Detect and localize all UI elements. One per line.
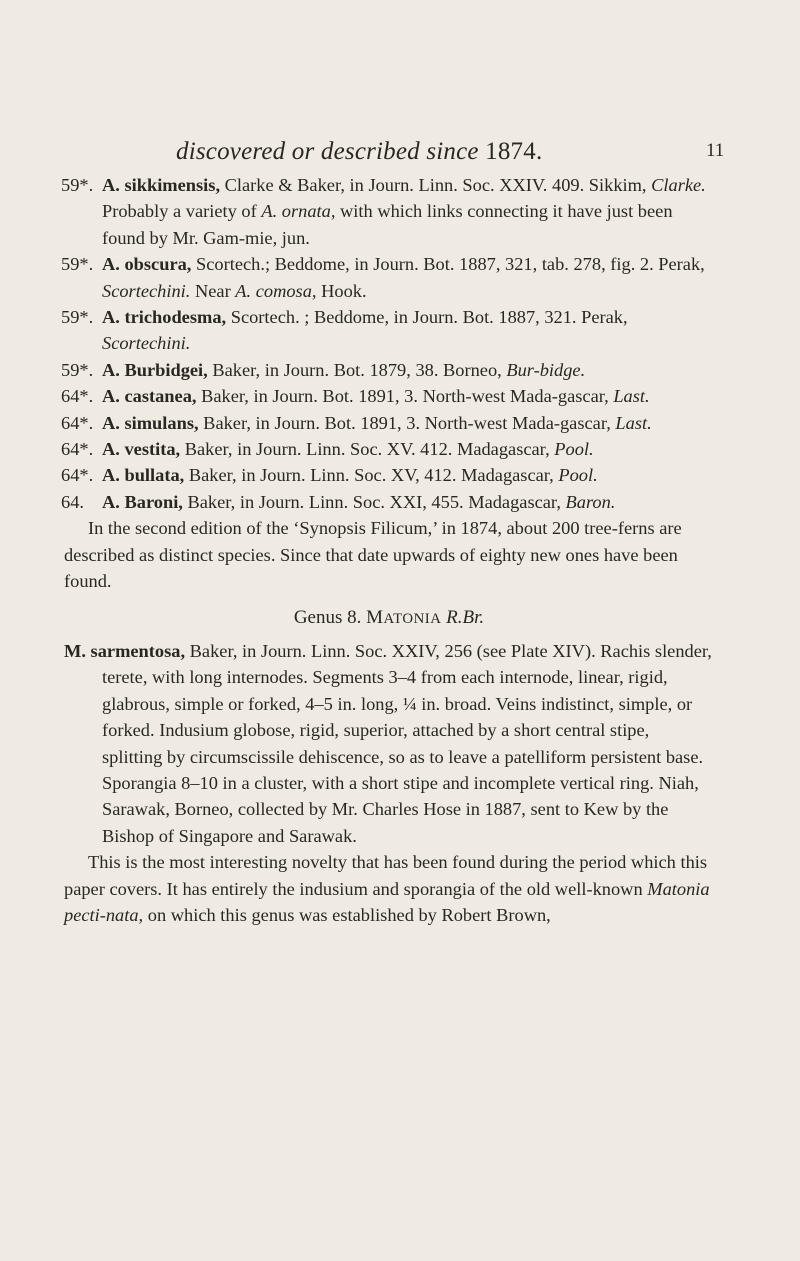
novelty-text-end: on which this genus was established by Robert Brown, <box>143 904 551 925</box>
genus-prefix: Genus 8. <box>293 606 362 628</box>
species-collector: Pool. <box>554 439 594 460</box>
species-entry <box>61 436 714 462</box>
species-entry <box>61 383 714 409</box>
species-entry <box>61 172 714 251</box>
species-number: 59*. <box>61 254 94 275</box>
species-number: 64. <box>61 491 84 512</box>
species-name: A. castanea, <box>102 386 197 407</box>
species-citation: Baker, in Journ. Bot. 1879, 38. Borneo, <box>207 359 507 380</box>
species-note: Probably a variety of <box>102 201 262 222</box>
genus-heading <box>64 605 714 632</box>
species-name: A. Burbidgei, <box>102 359 208 380</box>
species-citation: Scortech.; Beddome, in Journ. Bot. 1887, 321, tab. 278, fig. 2. Perak, <box>191 254 705 275</box>
paragraph-novelty <box>64 849 714 928</box>
species-citation: Baker, in Journ. Linn. Soc. XV, 412. Madagascar, <box>184 465 559 486</box>
species-citation: Baker, in Journ. Bot. 1891, 3. North-west Mada-gascar, <box>198 412 616 433</box>
running-title-year: 1874. <box>485 138 543 165</box>
species-entry <box>61 410 714 436</box>
matonia-description: Baker, in Journ. Linn. Soc. XXIV, 256 (see Plate XIV). Rachis slender, terete, with long internodes. Segments 3–4 from each internode, linear, rigid, glabrous, simple or forked, 4–5 in. long, ¼ in. broad. Veins indistinct, simple, or forked. Indusium globose, rigid, superior, attached by a short central stipe, splitting by circumscissile dehiscence, so as to leave a patelliform persistent base. Sporangia 8–10 in a cluster, with a short stipe and incomplete vertical ring. Niah, Sarawak, Borneo, collected by Mr. Charles Hose in 1887, sent to Kew by the Bishop of Singapore and Sarawak. <box>102 640 712 846</box>
species-number: 64*. <box>61 465 94 486</box>
species-collector: Scortechini. <box>102 333 191 354</box>
genus-author: R.Br. <box>446 606 485 628</box>
species-name: A. Baroni, <box>102 491 183 512</box>
species-name: A. trichodesma, <box>102 307 227 328</box>
species-number: 59*. <box>61 359 94 380</box>
species-citation: Baker, in Journ. Bot. 1891, 3. North-west Mada-gascar, <box>196 386 614 407</box>
genus-name: MATONIA <box>366 606 442 628</box>
novelty-text: This is the most interesting novelty that has been found during the period which this paper covers. It has entirely the indusium and sporangia of the old well-known <box>64 852 708 899</box>
running-title-italic: discovered or described since <box>176 138 479 165</box>
species-entry <box>61 489 714 515</box>
species-name: A. vestita, <box>102 439 181 460</box>
page-number: 11 <box>706 140 725 161</box>
species-collector: Scortechini. <box>102 280 191 301</box>
species-collector: Pool. <box>558 465 598 486</box>
species-citation: Scortech. ; Beddome, in Journ. Bot. 1887, 321. Perak, <box>226 307 628 328</box>
species-collector: Bur-bidge. <box>506 359 586 380</box>
page-body <box>61 172 714 928</box>
species-note: Near <box>190 280 236 301</box>
novelty-italic: Matonia pecti-nata, <box>64 878 710 925</box>
page-header <box>0 138 800 168</box>
species-citation: Baker, in Journ. Linn. Soc. XXI, 455. Madagascar, <box>182 491 566 512</box>
matonia-entry <box>64 638 714 849</box>
species-collector: Clarke. <box>651 175 706 195</box>
species-number: 64*. <box>61 412 94 433</box>
running-title <box>176 138 542 166</box>
species-note-end: Hook. <box>316 280 367 301</box>
species-entry <box>61 462 714 488</box>
species-note-end: with which links connecting it have just been found by Mr. Gam-mie, jun. <box>102 201 673 248</box>
species-number: 59*. <box>61 175 94 195</box>
species-entry <box>61 357 714 383</box>
species-collector: Baron. <box>565 491 616 512</box>
matonia-species-name: M. sarmentosa, <box>64 640 186 661</box>
species-collector: Last. <box>613 386 650 407</box>
species-number: 64*. <box>61 386 94 407</box>
species-note-italic: A. ornata, <box>261 201 336 222</box>
species-number: 64*. <box>61 439 94 460</box>
species-name: A. obscura, <box>102 254 192 275</box>
species-citation: Clarke & Baker, in Journ. Linn. Soc. XXIV. 409. Sikkim, <box>220 175 652 195</box>
paragraph-synopsis: In the second edition of the ‘Synopsis Filicum,’ in 1874, about 200 tree-ferns are described as distinct species. Since that date upwards of eighty new ones have been found. <box>64 518 682 592</box>
species-name: A. sikkimensis, <box>102 175 221 195</box>
species-number: 59*. <box>61 307 94 328</box>
species-name: A. bullata, <box>102 465 185 486</box>
species-note-italic: A. comosa, <box>235 280 317 301</box>
species-list <box>61 172 714 515</box>
species-collector: Last. <box>615 412 652 433</box>
species-name: A. simulans, <box>102 412 199 433</box>
species-entry <box>61 251 714 304</box>
species-citation: Baker, in Journ. Linn. Soc. XV. 412. Madagascar, <box>180 439 555 460</box>
species-entry <box>61 304 714 357</box>
